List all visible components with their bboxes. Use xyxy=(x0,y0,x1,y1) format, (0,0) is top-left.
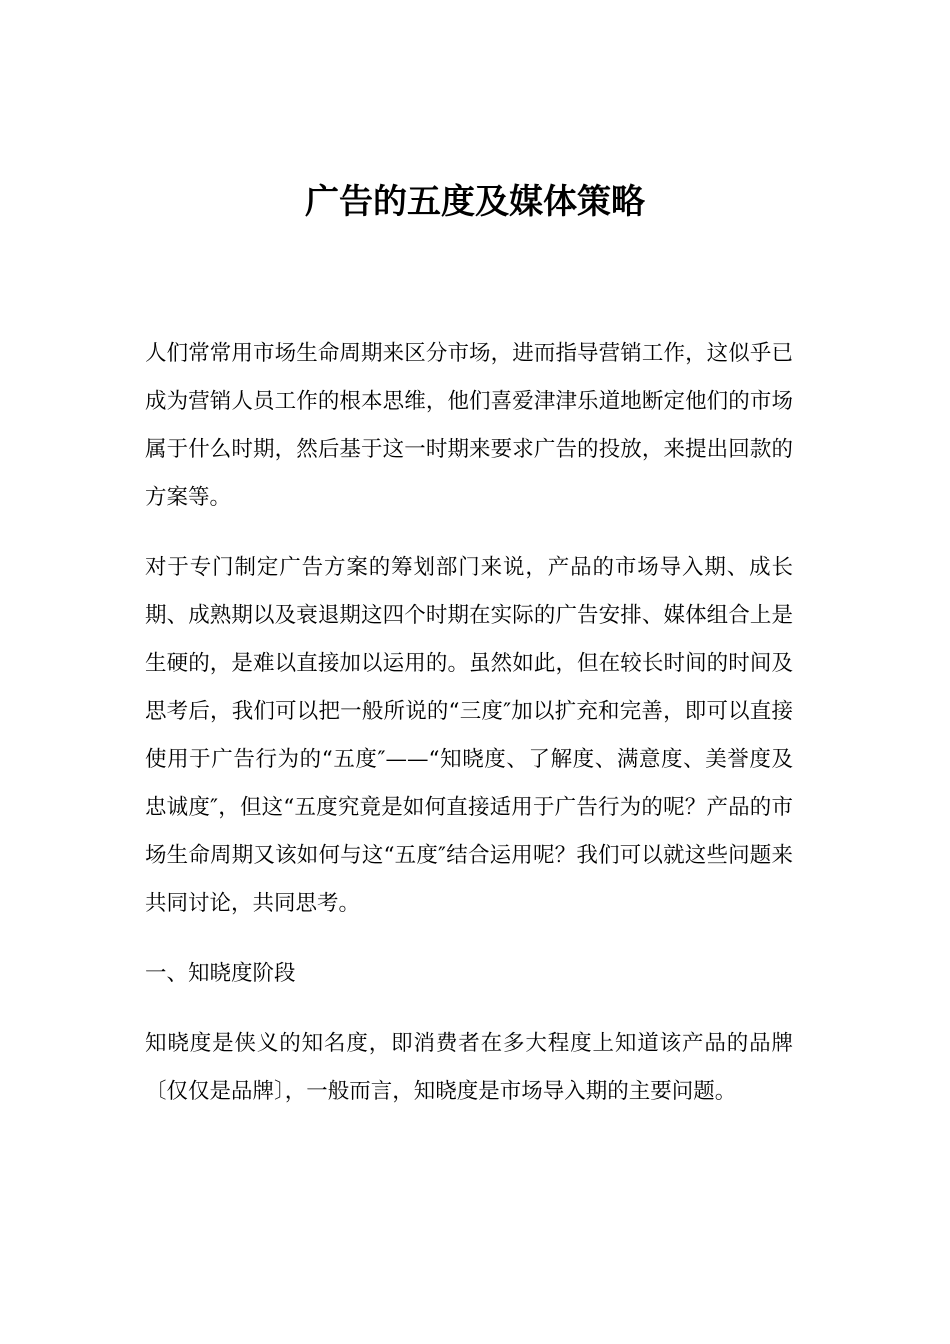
paragraph-awareness: 知晓度是侠义的知名度，即消费者在多大程度上知道该产品的品牌〔仅仅是品牌〕，一般而言，知晓度是市场导入期的主要问题。 xyxy=(145,1031,793,1104)
document-title: 广告的五度及媒体策略 xyxy=(305,182,645,222)
document-body xyxy=(145,330,793,1138)
paragraph-intro: 人们常常用市场生命周期来区分市场，进而指导营销工作，这似乎已成为营销人员工作的根本思维，他们喜爱津津乐道地断定他们的市场属于什么时期，然后基于这一时期来要求广告的投放，来提出回款的方案等。 xyxy=(145,341,793,510)
section-heading-awareness: 一、知晓度阶段 xyxy=(145,961,296,986)
paragraph-five-degrees: 对于专门制定广告方案的筹划部门来说，产品的市场导入期、成长期、成熟期以及衰退期这四个时期在实际的广告安排、媒体组合上是生硬的，是难以直接加以运用的。虽然如此，但在较长时间的时间及思考后，我们可以把一般所说的“三度″加以扩充和完善，即可以直接使用于广告行为的“五度″——“知晓度、了解度、满意度、美誉度及忠诚度″，但这“五度究竟是如何直接适用于广告行为的呢？产品的市场生命周期又该如何与这“五度″结合运用呢？我们可以就这些问题来共同讨论，共同思考。 xyxy=(145,555,793,916)
